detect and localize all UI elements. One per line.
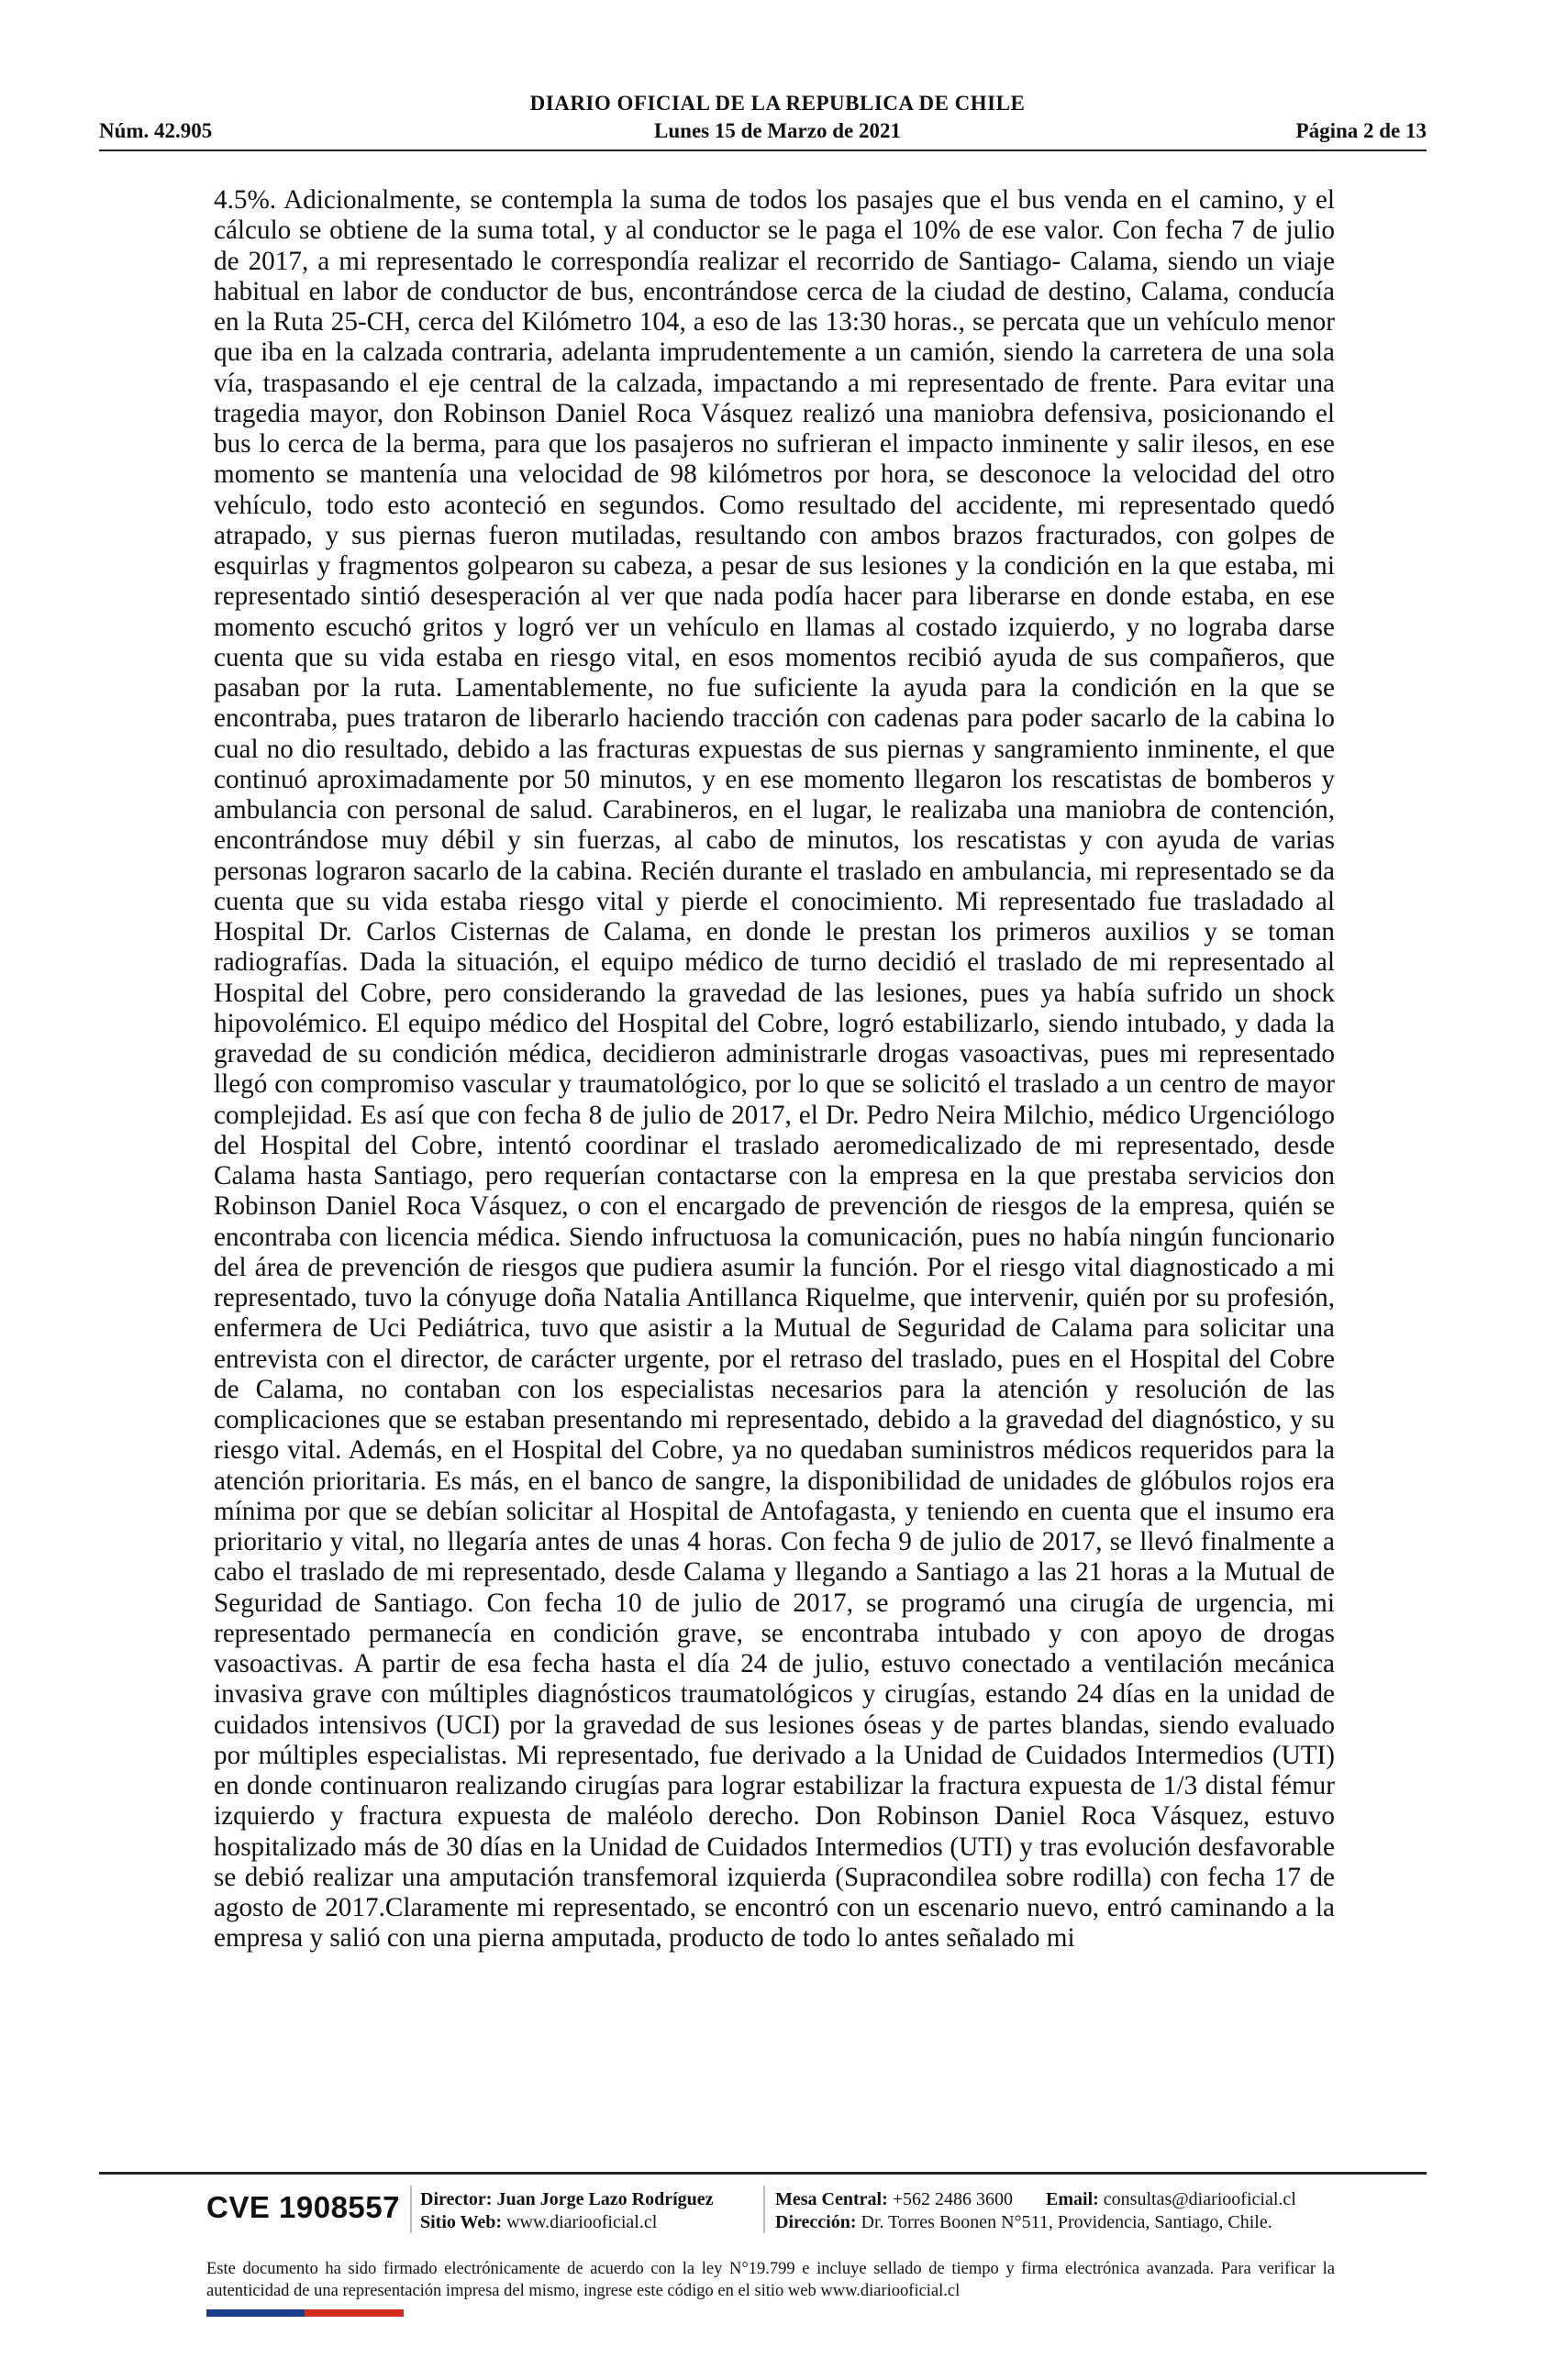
publication-title: DIARIO OFICIAL DE LA REPUBLICA DE CHILE (529, 92, 1026, 115)
phone-label: Mesa Central: (775, 2189, 888, 2209)
issue-date: Lunes 15 de Marzo de 2021 (654, 119, 901, 142)
director-info (420, 2188, 714, 2234)
email-label: Email: (1046, 2189, 1099, 2209)
website-link[interactable]: www.diariooficial.cl (506, 2212, 658, 2232)
cve-code: CVE 1908557 (206, 2190, 400, 2224)
footer-divider (99, 2172, 1427, 2175)
footer-separator (763, 2186, 765, 2233)
website-label: Sitio Web: (420, 2212, 503, 2232)
chile-flag-stripe (206, 2309, 404, 2317)
issue-number: Núm. 42.905 (99, 119, 213, 142)
address-value: Dr. Torres Boonen N°511, Providencia, Santiago, Chile. (861, 2212, 1272, 2232)
director-name: Juan Jorge Lazo Rodríguez (496, 2189, 714, 2209)
body-paragraph: 4.5%. Adicionalmente, se contempla la suma de todos los pasajes que el bus venda en el camino, y el cálculo se obtiene de la suma total, y al conductor se le paga el 10% de ese valor. Con fecha 7 de julio de 2017, a mi representado le correspondía realizar el recorrido de Santiago- Calama, siendo un viaje habitual en labor de conductor de bus, encontrándose cerca de la ciudad de destino, Calama, conducía en la Ruta 25-CH, cerca del Kilómetro 104, a eso de las 13:30 horas., se percata que un vehículo menor que iba en la calzada contraria, adelanta imprudentemente a un camión, siendo la carretera de una sola vía, traspasando el eje central de la calzada, impactando a mi representado de frente. Para evitar una tragedia mayor, don Robinson Daniel Roca Vásquez realizó una maniobra defensiva, posicionando el bus lo cerca de la berma, para que los pasajeros no sufrieran el impacto inminente y salir ilesos, en ese momento se mantenía una velocidad de 98 kilómetros por hora, se desconoce la velocidad del otro vehículo, todo esto aconteció en segundos. Como resultado del accidente, mi representado quedó atrapado, y sus piernas fueron mutiladas, resultando con ambos brazos fracturados, con golpes de esquirlas y fragmentos golpearon su cabeza, a pesar de sus lesiones y la condición en la que estaba, mi representado sintió desesperación al ver que nada podía hacer para liberarse en donde estaba, en ese momento escuchó gritos y logró ver un vehículo en llamas al costado izquierdo, y no lograba darse cuenta que su vida estaba en riesgo vital, en esos momentos recibió ayuda de sus compañeros, que pasaban por la ruta. Lamentablemente, no fue suficiente la ayuda para la condición en la que se encontraba, pues trataron de liberarlo haciendo tracción con cadenas para poder sacarlo de la cabina lo cual no dio resultado, debido a las fracturas expuestas de sus piernas y sangramiento inminente, el que continuó aproximadamente por 50 minutos, y en ese momento llegaron los rescatistas de bomberos y ambulancia con personal de salud. Carabineros, en el lugar, le realizaba una maniobra de contención, encontrándose muy débil y sin fuerzas, al cabo de minutos, los rescatistas y con ayuda de varias personas lograron sacarlo de la cabina. Recién durante el traslado en ambulancia, mi representado se da cuenta que su vida estaba riesgo vital y pierde el conocimiento. Mi representado fue trasladado al Hospital Dr. Carlos Cisternas de Calama, en donde le prestan los primeros auxilios y se toman radiografías. Dada la situación, el equipo médico de turno decidió el traslado de mi representado al Hospital del Cobre, pero considerando la gravedad de las lesiones, pues ya había sufrido un shock hipovolémico. El equipo médico del Hospital del Cobre, logró estabilizarlo, siendo intubado, y dada la gravedad de su condición médica, decidieron administrarle drogas vasoactivas, pues mi representado llegó con compromiso vascular y traumatológico, por lo que se solicitó el traslado a un centro de mayor complejidad. Es así que con fecha 8 de julio de 2017, el Dr. Pedro Neira Milchio, médico Urgenciólogo del Hospital del Cobre, intentó coordinar el traslado aeromedicalizado de mi representado, desde Calama hasta Santiago, pero requerían contactarse con la empresa en la que prestaba servicios don Robinson Daniel Roca Vásquez, o con el encargado de prevención de riesgos de la empresa, quién se encontraba con licencia médica. Siendo infructuosa la comunicación, pues no había ningún funcionario del área de prevención de riesgos que pudiera asumir la función. Por el riesgo vital diagnosticado a mi representado, tuvo la cónyuge doña Natalia Antillanca Riquelme, que intervenir, quién por su profesión, enfermera de Uci Pediátrica, tuvo que asistir a la Mutual de Seguridad de Calama para solicitar una entrevista con el director, de carácter urgente, por el retraso del traslado, pues en el Hospital del Cobre de Calama, no contaban con los especialistas necesarios para la atención y resolución de las complicaciones que se estaban presentando mi representado, debido a la gravedad del diagnóstico, y su riesgo vital. Además, en el Hospital del Cobre, ya no quedaban suministros médicos requeridos para la atención prioritaria. Es más, en el banco de sangre, la disponibilidad de unidades de glóbulos rojos era mínima por que se debían solicitar al Hospital de Antofagasta, y teniendo en cuenta que el insumo era prioritario y vital, no llegaría antes de unas 4 horas. Con fecha 9 de julio de 2017, se llevó finalmente a cabo el traslado de mi representado, desde Calama y llegando a Santiago a las 21 horas a la Mutual de Seguridad de Santiago. Con fecha 10 de julio de 2017, se programó una cirugía de urgencia, mi representado permanecía en condición grave, se encontraba intubado y con apoyo de drogas vasoactivas. A partir de esa fecha hasta el día 24 de julio, estuvo conectado a ventilación mecánica invasiva grave con múltiples diagnósticos traumatológicos y cirugías, estando 24 días en la unidad de cuidados intensivos (UCI) por la gravedad de sus lesiones óseas y de partes blandas, siendo evaluado por múltiples especialistas. Mi representado, fue derivado a la Unidad de Cuidados Intermedios (UTI) en donde continuaron realizando cirugías para lograr estabilizar la fractura expuesta de 1/3 distal fémur izquierdo y fractura expuesta de maléolo derecho. Don Robinson Daniel Roca Vásquez, estuvo hospitalizado más de 30 días en la Unidad de Cuidados Intermedios (UTI) y tras evolución desfavorable se debió realizar una amputación transfemoral izquierda (Supracondilea sobre rodilla) con fecha 17 de agosto de 2017.Claramente mi representado, se encontró con un escenario nuevo, entró caminando a la empresa y salió con una pierna amputada, producto de todo lo antes señalado mi (214, 185, 1335, 1954)
director-label: Director: (420, 2189, 493, 2209)
footer-separator (410, 2186, 412, 2233)
header-row (0, 119, 1555, 147)
page-number: Página 2 de 13 (1295, 119, 1427, 142)
contact-info (775, 2188, 1296, 2234)
phone-number: +562 2486 3600 (892, 2189, 1014, 2209)
address-label: Dirección: (775, 2212, 857, 2232)
flag-blue-bar (206, 2309, 305, 2317)
email-address[interactable]: consultas@diariooficial.cl (1103, 2189, 1296, 2209)
signature-disclaimer: Este documento ha sido firmado electrónicamente de acuerdo con la ley N°19.799 e incluye sellado de tiempo y firma electrónica avanzada. Para verificar la autenticidad de una representación impresa del mismo, ingrese este código en el sitio web www.diariooficial.cl (206, 2260, 1335, 2300)
flag-red-bar (305, 2309, 404, 2317)
header-divider (99, 149, 1427, 151)
